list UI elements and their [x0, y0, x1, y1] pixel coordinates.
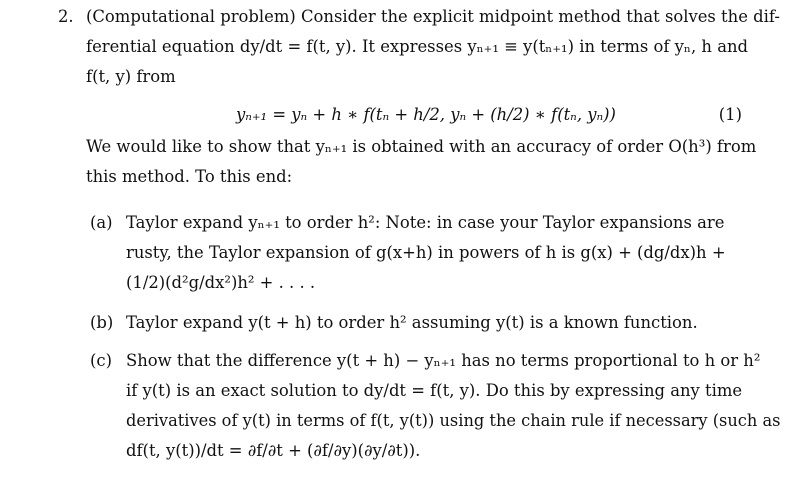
part-a-line-1: Taylor expand yₙ₊₁ to order h²: Note: in case your Taylor expansions are — [126, 213, 725, 232]
part-c-line-4: df(t, y(t))/dt = ∂f/∂t + (∂f/∂y)(∂y/∂t)). — [126, 441, 421, 460]
part-a-label: (a) — [90, 213, 113, 232]
equation-number: (1) — [718, 105, 742, 124]
part-c-line-2: if y(t) is an exact solution to dy/dt = f(t, y). Do this by expressing any time — [126, 381, 743, 400]
part-a-line-2: rusty, the Taylor expansion of g(x+h) in powers of h is g(x) + (dg/dx)h + — [126, 243, 726, 262]
part-c-line-1: Show that the difference y(t + h) − yₙ₊₁ has no terms proportional to h or h² — [126, 351, 761, 370]
problem-goal-line-2: this method. To this end: — [86, 167, 293, 186]
problem-number: 2. — [58, 7, 74, 26]
problem-intro-line-1: (Computational problem) Consider the explicit midpoint method that solves the dif- — [86, 7, 780, 26]
part-c-label: (c) — [90, 351, 112, 370]
part-c-line-3: derivatives of y(t) in terms of f(t, y(t)) using the chain rule if necessary (such as — [126, 411, 781, 430]
problem-intro-line-2: ferential equation dy/dt = f(t, y). It expresses yₙ₊₁ ≡ y(tₙ₊₁) in terms of yₙ, h and — [86, 37, 749, 56]
problem-intro-line-3: f(t, y) from — [86, 67, 176, 86]
part-b-label: (b) — [90, 313, 114, 332]
problem-goal-line-1: We would like to show that yₙ₊₁ is obtained with an accuracy of order O(h³) from — [86, 137, 757, 156]
midpoint-equation: yₙ₊₁ = yₙ + h ∗ f(tₙ + h/2, yₙ + (h/2) ∗ f(tₙ, yₙ)) — [236, 105, 616, 124]
part-b-line-1: Taylor expand y(t + h) to order h² assuming y(t) is a known function. — [126, 313, 698, 332]
part-a-line-3: (1/2)(d²g/dx²)h² + . . . . — [126, 273, 316, 292]
